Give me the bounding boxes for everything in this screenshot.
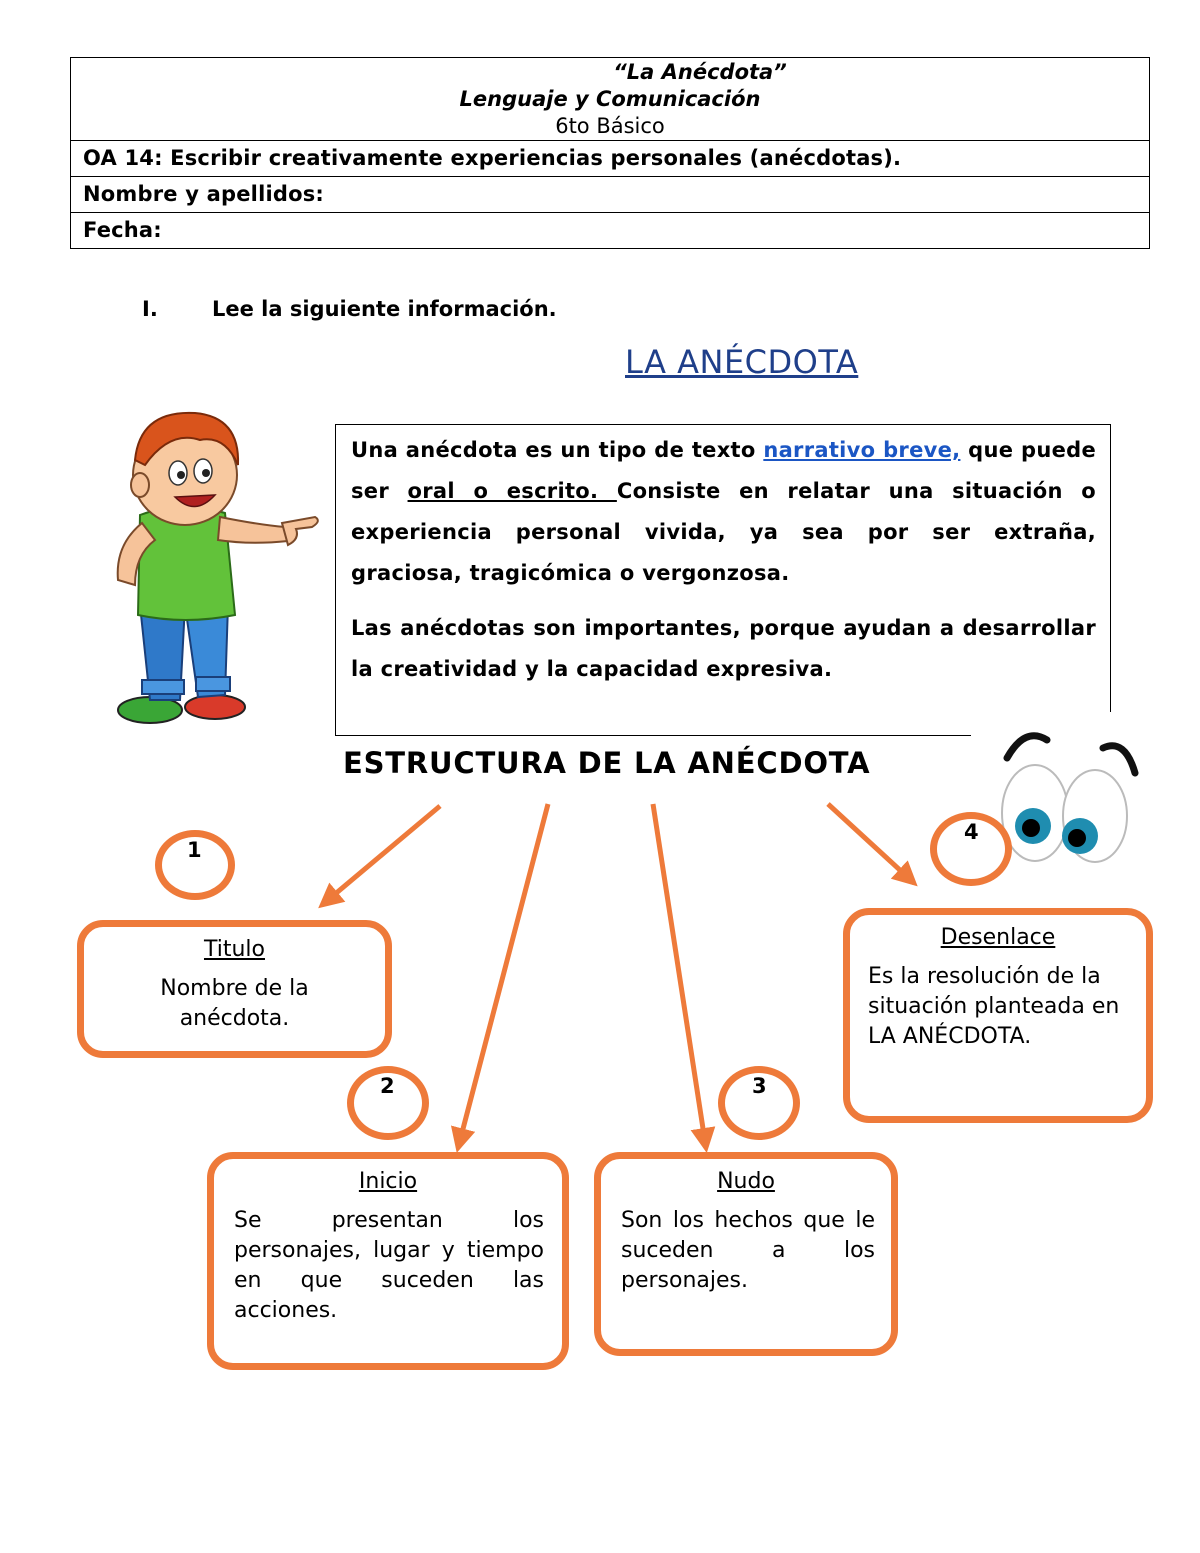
main-title: LA ANÉCDOTA — [625, 343, 859, 381]
number-4: 4 — [964, 820, 979, 844]
nudo-box — [594, 1152, 898, 1356]
inicio-text: Se presentan los personajes, lugar y tiempo en que suceden las acciones. — [234, 1208, 544, 1323]
titulo-box — [77, 920, 392, 1058]
inicio-box — [207, 1152, 569, 1370]
inicio-heading: Inicio — [358, 1169, 418, 1194]
titulo-text: Nombre de la anécdota. — [160, 976, 309, 1031]
section-number: I. — [142, 297, 158, 321]
number-2: 2 — [380, 1074, 395, 1098]
arrow-to-inicio — [458, 804, 548, 1148]
name-label: Nombre y apellidos: — [83, 182, 325, 206]
nudo-text: Son los hechos que le suceden a los personajes. — [621, 1208, 875, 1293]
number-3: 3 — [752, 1074, 767, 1098]
info-paragraph-1: Una anécdota es un tipo de texto narrativo breve, que puede ser oral o escrito. Consiste en relatar una situación o experiencia personal vivida, ya sea por ser extraña, graciosa, tragicómica o vergonzosa. — [351, 438, 1096, 585]
arrow-to-nudo — [653, 804, 706, 1148]
structure-title: ESTRUCTURA DE LA ANÉCDOTA — [343, 746, 871, 780]
arrow-to-titulo — [322, 806, 440, 905]
subject: Lenguaje y Comunicación — [459, 87, 761, 111]
arrow-to-desenlace — [828, 804, 914, 883]
grade: 6to Básico — [555, 114, 665, 138]
date-label: Fecha: — [83, 218, 162, 242]
info-paragraph-2: Las anécdotas son importantes, porque ayudan a desarrollar la creatividad y la capacidad expresiva. — [351, 616, 1096, 681]
narrative-link[interactable]: narrativo breve, — [763, 438, 961, 462]
desenlace-text: Es la resolución de la situación planteada en LA ANÉCDOTA. — [868, 964, 1120, 1049]
worksheet-title: “La Anécdota” — [613, 60, 787, 84]
nudo-heading: Nudo — [717, 1169, 775, 1194]
number-1: 1 — [187, 838, 202, 862]
desenlace-heading: Desenlace — [940, 925, 1056, 950]
objective: OA 14: Escribir creativamente experiencias personales (anécdotas). — [83, 146, 902, 170]
desenlace-box — [843, 908, 1153, 1123]
section-instruction: Lee la siguiente información. — [212, 297, 557, 321]
titulo-heading: Titulo — [203, 937, 265, 962]
